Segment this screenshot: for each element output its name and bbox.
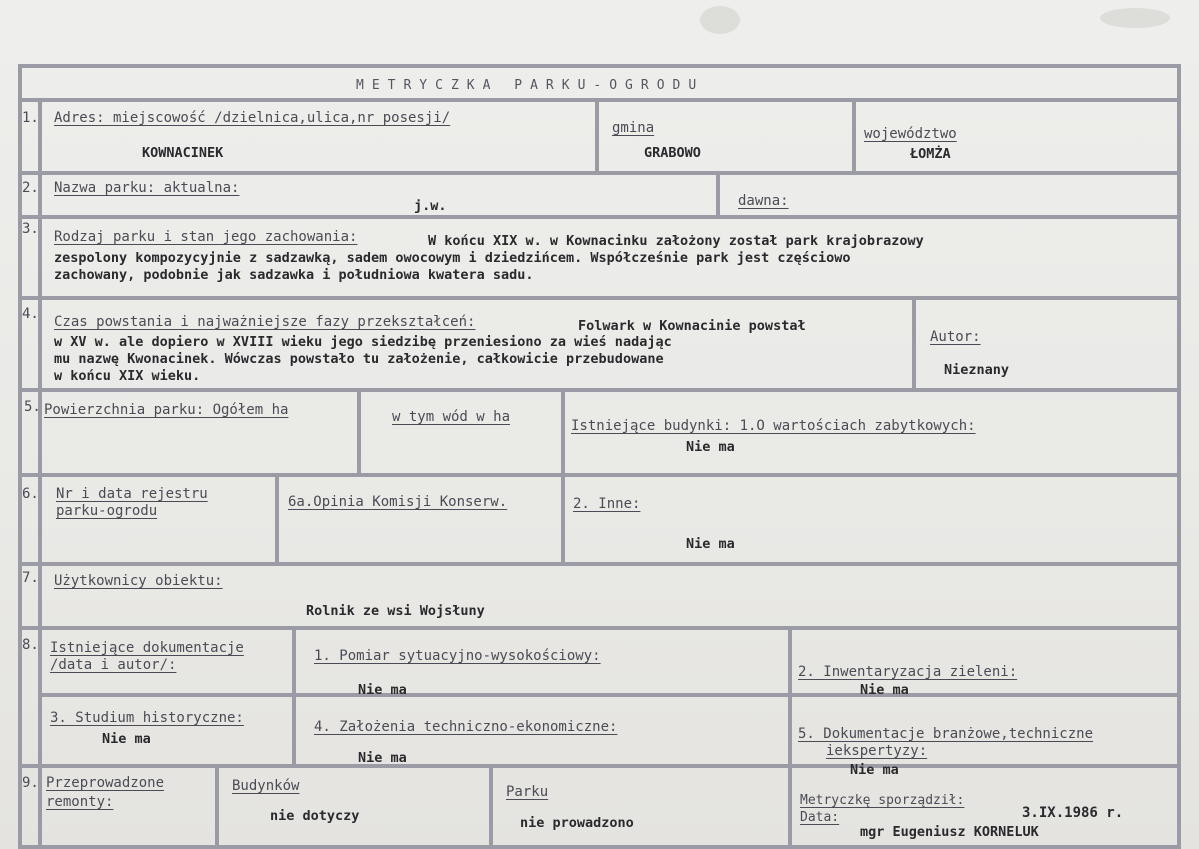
rule xyxy=(912,296,916,390)
gmina-label: gmina xyxy=(612,120,655,136)
rule xyxy=(561,388,565,475)
rule xyxy=(18,98,1181,102)
other-value: Nie ma xyxy=(686,536,735,552)
rule xyxy=(852,98,856,173)
users-label: Użytkownicy obiektu: xyxy=(54,573,223,589)
renovations-label-line-2: remonty: xyxy=(46,794,114,810)
rule xyxy=(215,764,219,849)
paper-stain xyxy=(1100,8,1170,28)
address-label: Adres: miejscowość /dzielnica,ulica,nr posesji/ xyxy=(54,110,451,126)
section-6-number: 6. xyxy=(22,486,39,502)
water-area-label: w tym wód w ha xyxy=(392,409,511,425)
author-label: Autor: xyxy=(930,329,981,345)
park-name-value: j.w. xyxy=(414,198,447,214)
history-line-2: w XV w. ale dopiero w XVIII wieku jego siedzibę przeniesiono za wieś nadając xyxy=(54,334,672,350)
section-8-number: 8. xyxy=(22,637,39,653)
rule xyxy=(38,693,1181,697)
section-1-number: 1. xyxy=(22,110,39,126)
survey-value: Nie ma xyxy=(358,682,407,698)
rule xyxy=(788,764,792,849)
rule xyxy=(489,764,493,849)
park-name-label: Nazwa parku: aktualna: xyxy=(54,180,240,196)
documentation-label-line-2: /data i autor/: xyxy=(50,657,177,673)
section-2-number: 2. xyxy=(22,180,39,196)
section-9-number: 9. xyxy=(22,775,39,791)
rule xyxy=(788,626,792,766)
buildings-renovation-value: nie dotyczy xyxy=(270,808,360,824)
branch-docs-value: Nie ma xyxy=(850,762,899,778)
rule xyxy=(561,473,565,564)
historical-study-label: 3. Studium historyczne: xyxy=(50,710,244,726)
rule xyxy=(18,296,1181,300)
rule xyxy=(18,626,1181,630)
rule xyxy=(292,626,296,766)
buildings-renovation-label: Budynków xyxy=(232,778,300,794)
section-3-number: 3. xyxy=(22,221,39,237)
date-value: 3.IX.1986 r. xyxy=(1022,805,1124,821)
rule xyxy=(18,215,1181,219)
section-7-number: 7. xyxy=(22,570,39,586)
rule xyxy=(275,473,279,564)
history-line-3: mu nazwę Kwonacinek. Wówczas powstało tu założenie, całkowicie przebudowane xyxy=(54,351,664,367)
paper-stain xyxy=(700,6,740,34)
prepared-by-value: mgr Eugeniusz KORNELUK xyxy=(860,824,1039,840)
voivodeship-value: ŁOMŻA xyxy=(910,146,951,162)
park-renovation-value: nie prowadzono xyxy=(520,815,634,831)
former-name-label: dawna: xyxy=(738,193,789,209)
rule xyxy=(18,473,1181,477)
gmina-value: GRABOWO xyxy=(644,145,701,161)
branch-docs-label-line-1: 5. Dokumentacje branżowe,techniczne xyxy=(798,726,1094,742)
number-column-rule xyxy=(38,98,42,849)
park-renovation-label: Parku xyxy=(506,784,549,800)
address-value: KOWNACINEK xyxy=(142,145,224,161)
rule xyxy=(595,98,599,173)
branch-docs-label-line-2: iekspertyzy: xyxy=(826,743,928,759)
form-title: METRYCZKA PARKU-OGRODU xyxy=(356,78,705,93)
rule xyxy=(357,388,361,475)
greenery-inventory-value: Nie ma xyxy=(860,682,909,698)
prepared-by-label: Metryczkę sporządził: xyxy=(800,793,965,808)
voivodeship-label: województwo xyxy=(864,126,957,142)
park-type-line-1: W końcu XIX w. w Kownacinku założony został park krajobrazowy xyxy=(428,233,924,249)
historical-study-value: Nie ma xyxy=(102,731,151,747)
section-4-number: 4. xyxy=(22,306,39,322)
existing-buildings-label: Istniejące budynki: 1.O wartościach zabytkowych: xyxy=(571,418,976,434)
rule xyxy=(18,171,1181,175)
date-label: Data: xyxy=(800,810,840,825)
existing-buildings-value: Nie ma xyxy=(686,439,735,455)
register-label-line-2: parku-ogrodu xyxy=(56,503,158,519)
rule xyxy=(716,171,720,217)
park-type-label: Rodzaj parku i stan jego zachowania: xyxy=(54,229,358,245)
documentation-label-line-1: Istniejące dokumentacje xyxy=(50,640,244,656)
history-label: Czas powstania i najważniejsze fazy przekształceń: xyxy=(54,314,476,330)
park-type-line-2: zespolony kompozycyjnie z sadzawką, sadem owocowym i dziedzińcem. Współcześnie park jest częściowo xyxy=(54,250,851,266)
greenery-inventory-label: 2. Inwentaryzacja zieleni: xyxy=(798,664,1018,680)
users-value: Rolnik ze wsi Wojsłuny xyxy=(306,603,485,619)
history-line-4: w końcu XIX wieku. xyxy=(54,368,201,384)
renovations-label-line-1: Przeprowadzone xyxy=(46,775,165,791)
area-label: Powierzchnia parku: Ogółem ha xyxy=(44,402,289,418)
rule xyxy=(18,562,1181,566)
technical-economic-value: Nie ma xyxy=(358,750,407,766)
section-5-number: 5. xyxy=(24,399,41,415)
survey-label: 1. Pomiar sytuacyjno-wysokościowy: xyxy=(314,648,601,664)
conservation-opinion-label: 6a.Opinia Komisji Konserw. xyxy=(288,494,508,510)
technical-economic-label: 4. Założenia techniczno-ekonomiczne: xyxy=(314,719,618,735)
park-type-line-3: zachowany, podobnie jak sadzawka i południowa kwatera sadu. xyxy=(54,267,534,283)
rule xyxy=(18,388,1181,392)
rule xyxy=(18,764,1181,768)
other-label: 2. Inne: xyxy=(573,496,641,512)
history-line-1: Folwark w Kownacinie powstał xyxy=(578,318,806,334)
author-value: Nieznany xyxy=(944,362,1010,378)
register-label-line-1: Nr i data rejestru xyxy=(56,486,208,502)
